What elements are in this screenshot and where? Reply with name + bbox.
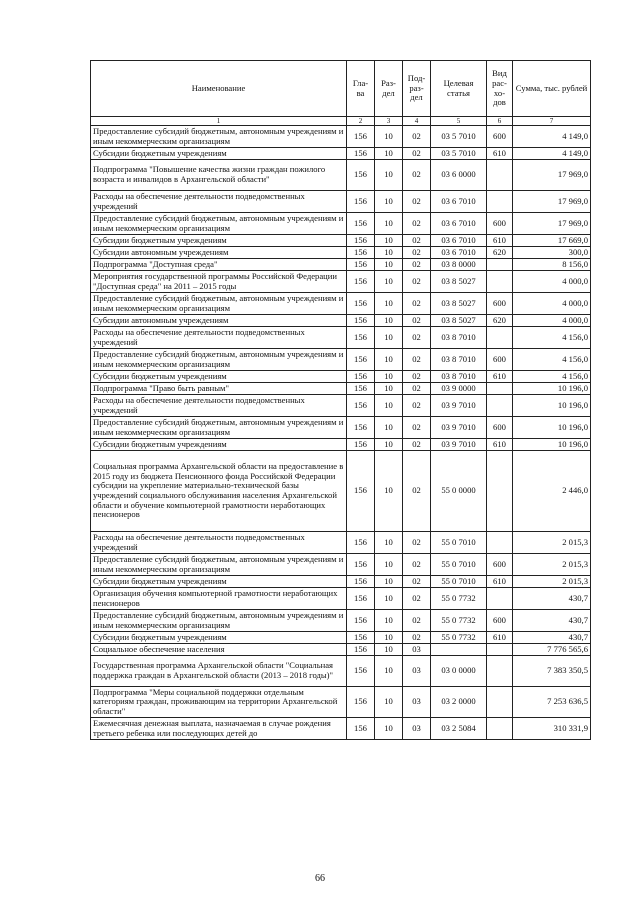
cell-name: Подпрограмма "Меры социальной поддержки отдельным категориям граждан, проживающим на территории Архангельской области" [91,687,347,718]
column-number: 3 [375,117,403,126]
cell-podrazdel: 02 [403,632,431,644]
cell-vid [487,588,513,610]
cell-name: Предоставление субсидий бюджетным, автономным учреждениям и иным некоммерческим организациям [91,293,347,315]
cell-celevaya: 03 8 0000 [431,259,487,271]
cell-podrazdel: 02 [403,235,431,247]
cell-summa: 10 196,0 [513,383,591,395]
cell-podrazdel: 02 [403,395,431,417]
header-celevaya: Целевая статья [431,61,487,117]
cell-celevaya: 03 8 5027 [431,315,487,327]
column-number: 1 [91,117,347,126]
cell-vid [487,271,513,293]
table-row [91,371,591,383]
cell-glava: 156 [347,259,375,271]
cell-summa: 2 015,3 [513,576,591,588]
cell-vid: 600 [487,554,513,576]
cell-celevaya: 55 0 7732 [431,588,487,610]
table-row [91,395,591,417]
cell-name: Предоставление субсидий бюджетным, автономным учреждениям и иным некоммерческим организациям [91,610,347,632]
table-row [91,315,591,327]
cell-podrazdel: 02 [403,349,431,371]
cell-podrazdel: 02 [403,126,431,148]
cell-name: Мероприятия государственной программы Российской Федерации "Доступная среда" на 2011 – 2015 годы [91,271,347,293]
cell-podrazdel: 02 [403,417,431,439]
cell-razdel: 10 [375,327,403,349]
cell-name: Социальное обеспечение населения [91,644,347,656]
cell-podrazdel: 02 [403,327,431,349]
cell-razdel: 10 [375,371,403,383]
cell-podrazdel: 03 [403,687,431,718]
cell-name: Субсидии автономным учреждениям [91,247,347,259]
table-row [91,687,591,718]
cell-summa: 7 383 350,5 [513,656,591,687]
cell-razdel: 10 [375,718,403,740]
cell-summa: 310 331,9 [513,718,591,740]
cell-name: Расходы на обеспечение деятельности подведомственных учреждений [91,191,347,213]
cell-summa: 2 446,0 [513,451,591,532]
cell-glava: 156 [347,532,375,554]
cell-summa: 17 969,0 [513,160,591,191]
cell-name: Организация обучения компьютерной грамотности неработающих пенсионеров [91,588,347,610]
cell-celevaya: 55 0 7732 [431,632,487,644]
cell-summa: 2 015,3 [513,554,591,576]
cell-celevaya: 03 2 5084 [431,718,487,740]
cell-glava: 156 [347,371,375,383]
cell-podrazdel: 02 [403,271,431,293]
cell-podrazdel: 02 [403,588,431,610]
cell-summa: 17 969,0 [513,213,591,235]
cell-glava: 156 [347,554,375,576]
cell-podrazdel: 03 [403,718,431,740]
cell-razdel: 10 [375,576,403,588]
cell-celevaya: 03 8 5027 [431,293,487,315]
header-name: Наименование [91,61,347,117]
cell-podrazdel: 02 [403,259,431,271]
cell-summa: 4 156,0 [513,327,591,349]
cell-glava: 156 [347,644,375,656]
table-row [91,259,591,271]
cell-name: Субсидии бюджетным учреждениям [91,576,347,588]
cell-celevaya: 03 6 7010 [431,247,487,259]
cell-celevaya: 55 0 7010 [431,576,487,588]
cell-vid [487,259,513,271]
table-row [91,293,591,315]
cell-glava: 156 [347,148,375,160]
cell-summa: 430,7 [513,610,591,632]
cell-podrazdel: 02 [403,191,431,213]
cell-podrazdel: 02 [403,383,431,395]
cell-summa: 4 000,0 [513,315,591,327]
cell-summa: 17 969,0 [513,191,591,213]
cell-vid [487,718,513,740]
cell-summa: 430,7 [513,588,591,610]
table-row [91,644,591,656]
cell-vid: 610 [487,148,513,160]
cell-razdel: 10 [375,451,403,532]
cell-podrazdel: 02 [403,293,431,315]
cell-podrazdel: 02 [403,554,431,576]
table-row [91,235,591,247]
cell-podrazdel: 02 [403,247,431,259]
cell-vid [487,451,513,532]
cell-celevaya: 03 0 0000 [431,656,487,687]
cell-glava: 156 [347,687,375,718]
cell-summa: 7 253 636,5 [513,687,591,718]
table-row [91,656,591,687]
cell-razdel: 10 [375,247,403,259]
cell-summa: 7 776 565,6 [513,644,591,656]
cell-podrazdel: 02 [403,532,431,554]
table-header-row [91,61,591,117]
header-vid: Вид рас-хо-дов [487,61,513,117]
cell-celevaya: 03 8 7010 [431,349,487,371]
cell-razdel: 10 [375,126,403,148]
cell-celevaya: 03 8 5027 [431,271,487,293]
column-number: 6 [487,117,513,126]
cell-vid [487,532,513,554]
cell-glava: 156 [347,191,375,213]
cell-vid: 600 [487,610,513,632]
cell-podrazdel: 02 [403,451,431,532]
cell-summa: 4 149,0 [513,148,591,160]
cell-name: Расходы на обеспечение деятельности подведомственных учреждений [91,395,347,417]
header-podrazdel: Под-раз-дел [403,61,431,117]
cell-razdel: 10 [375,191,403,213]
budget-table [90,60,591,740]
cell-summa: 10 196,0 [513,417,591,439]
cell-glava: 156 [347,395,375,417]
table-row [91,383,591,395]
cell-summa: 4 149,0 [513,126,591,148]
cell-glava: 156 [347,247,375,259]
cell-glava: 156 [347,235,375,247]
table-row [91,247,591,259]
cell-razdel: 10 [375,588,403,610]
cell-vid: 620 [487,315,513,327]
cell-summa: 8 156,0 [513,259,591,271]
cell-summa: 17 669,0 [513,235,591,247]
cell-name: Расходы на обеспечение деятельности подведомственных учреждений [91,532,347,554]
cell-name: Подпрограмма "Повышение качества жизни граждан пожилого возраста и инвалидов в Архангельской области" [91,160,347,191]
cell-celevaya: 55 0 7010 [431,554,487,576]
table-row [91,191,591,213]
cell-glava: 156 [347,417,375,439]
table-row [91,554,591,576]
cell-vid: 610 [487,576,513,588]
column-number: 5 [431,117,487,126]
cell-vid: 620 [487,247,513,259]
cell-glava: 156 [347,718,375,740]
cell-celevaya: 03 9 7010 [431,417,487,439]
cell-razdel: 10 [375,532,403,554]
cell-celevaya: 03 6 7010 [431,191,487,213]
cell-razdel: 10 [375,271,403,293]
cell-podrazdel: 03 [403,644,431,656]
cell-vid [487,644,513,656]
table-row [91,126,591,148]
cell-summa: 300,0 [513,247,591,259]
cell-name: Предоставление субсидий бюджетным, автономным учреждениям и иным некоммерческим организациям [91,554,347,576]
column-number-row [91,117,591,126]
cell-glava: 156 [347,576,375,588]
cell-razdel: 10 [375,235,403,247]
cell-glava: 156 [347,439,375,451]
cell-razdel: 10 [375,632,403,644]
table-row [91,610,591,632]
cell-razdel: 10 [375,349,403,371]
cell-vid: 600 [487,126,513,148]
table-row [91,439,591,451]
cell-podrazdel: 03 [403,656,431,687]
cell-razdel: 10 [375,687,403,718]
cell-glava: 156 [347,656,375,687]
cell-celevaya: 03 9 7010 [431,395,487,417]
cell-glava: 156 [347,588,375,610]
cell-name: Субсидии бюджетным учреждениям [91,371,347,383]
cell-vid [487,687,513,718]
table-row [91,451,591,532]
cell-celevaya: 55 0 0000 [431,451,487,532]
cell-podrazdel: 02 [403,213,431,235]
table-row [91,349,591,371]
cell-vid: 600 [487,213,513,235]
cell-vid: 610 [487,235,513,247]
table-row [91,213,591,235]
cell-razdel: 10 [375,160,403,191]
cell-celevaya: 03 6 7010 [431,213,487,235]
cell-vid [487,383,513,395]
cell-summa: 4 156,0 [513,349,591,371]
cell-razdel: 10 [375,439,403,451]
cell-glava: 156 [347,327,375,349]
cell-vid [487,656,513,687]
cell-celevaya: 55 0 7010 [431,532,487,554]
cell-glava: 156 [347,383,375,395]
cell-razdel: 10 [375,656,403,687]
cell-razdel: 10 [375,315,403,327]
cell-celevaya: 03 5 7010 [431,126,487,148]
column-number: 2 [347,117,375,126]
table-row [91,417,591,439]
cell-celevaya: 03 2 0000 [431,687,487,718]
cell-podrazdel: 02 [403,610,431,632]
cell-name: Предоставление субсидий бюджетным, автономным учреждениям и иным некоммерческим организациям [91,126,347,148]
cell-vid: 610 [487,632,513,644]
cell-name: Государственная программа Архангельской области "Социальная поддержка граждан в Архангельской области (2013 – 2018 годы)" [91,656,347,687]
table-row [91,588,591,610]
cell-name: Подпрограмма "Доступная среда" [91,259,347,271]
table-row [91,718,591,740]
cell-summa: 2 015,3 [513,532,591,554]
cell-celevaya: 03 9 7010 [431,439,487,451]
cell-podrazdel: 02 [403,371,431,383]
cell-celevaya: 55 0 7732 [431,610,487,632]
cell-razdel: 10 [375,148,403,160]
table-row [91,148,591,160]
table-row [91,160,591,191]
cell-summa: 4 000,0 [513,293,591,315]
column-number: 7 [513,117,591,126]
cell-razdel: 10 [375,554,403,576]
cell-vid: 610 [487,439,513,451]
cell-razdel: 10 [375,259,403,271]
cell-vid [487,160,513,191]
cell-vid [487,395,513,417]
cell-razdel: 10 [375,213,403,235]
table-row [91,271,591,293]
cell-razdel: 10 [375,383,403,395]
cell-glava: 156 [347,632,375,644]
cell-celevaya: 03 6 0000 [431,160,487,191]
cell-summa: 10 196,0 [513,395,591,417]
cell-name: Предоставление субсидий бюджетным, автономным учреждениям и иным некоммерческим организациям [91,213,347,235]
cell-name: Субсидии бюджетным учреждениям [91,632,347,644]
cell-celevaya: 03 8 7010 [431,327,487,349]
cell-summa: 10 196,0 [513,439,591,451]
cell-vid: 600 [487,293,513,315]
cell-razdel: 10 [375,293,403,315]
cell-razdel: 10 [375,395,403,417]
cell-summa: 4 000,0 [513,271,591,293]
cell-podrazdel: 02 [403,576,431,588]
cell-vid [487,327,513,349]
cell-glava: 156 [347,293,375,315]
cell-vid: 610 [487,371,513,383]
cell-name: Социальная программа Архангельской области на предоставление в 2015 году из бюджета Пенсионного фонда Российской Федерации субсидии на укрепление материально-технической базы учреждений социального обслуживания населения Архангельской области и обучение компьютерной грамотности неработающих пенсионеров [91,451,347,532]
cell-podrazdel: 02 [403,160,431,191]
cell-celevaya: 03 9 0000 [431,383,487,395]
cell-summa: 4 156,0 [513,371,591,383]
cell-glava: 156 [347,451,375,532]
cell-summa: 430,7 [513,632,591,644]
header-summa: Сумма, тыс. рублей [513,61,591,117]
cell-glava: 156 [347,126,375,148]
table-row [91,532,591,554]
cell-name: Субсидии бюджетным учреждениям [91,439,347,451]
table-row [91,576,591,588]
cell-glava: 156 [347,315,375,327]
cell-name: Субсидии бюджетным учреждениям [91,235,347,247]
column-number: 4 [403,117,431,126]
header-glava: Гла-ва [347,61,375,117]
page-number: 66 [315,873,325,884]
cell-celevaya: 03 8 7010 [431,371,487,383]
cell-name: Ежемесячная денежная выплата, назначаемая в случае рождения третьего ребенка или последующих детей до [91,718,347,740]
cell-vid: 600 [487,349,513,371]
cell-celevaya: 03 6 7010 [431,235,487,247]
cell-glava: 156 [347,610,375,632]
cell-name: Подпрограмма "Право быть равным" [91,383,347,395]
cell-razdel: 10 [375,417,403,439]
cell-glava: 156 [347,271,375,293]
cell-podrazdel: 02 [403,315,431,327]
cell-podrazdel: 02 [403,439,431,451]
cell-name: Расходы на обеспечение деятельности подведомственных учреждений [91,327,347,349]
cell-name: Предоставление субсидий бюджетным, автономным учреждениям и иным некоммерческим организациям [91,349,347,371]
cell-razdel: 10 [375,610,403,632]
cell-glava: 156 [347,213,375,235]
cell-vid [487,191,513,213]
cell-celevaya: 03 5 7010 [431,148,487,160]
header-razdel: Раз-дел [375,61,403,117]
cell-name: Субсидии автономным учреждениям [91,315,347,327]
cell-name: Субсидии бюджетным учреждениям [91,148,347,160]
table-row [91,327,591,349]
cell-glava: 156 [347,349,375,371]
cell-glava: 156 [347,160,375,191]
table-row [91,632,591,644]
cell-celevaya [431,644,487,656]
cell-razdel: 10 [375,644,403,656]
table-body [91,126,591,740]
cell-vid: 600 [487,417,513,439]
cell-name: Предоставление субсидий бюджетным, автономным учреждениям и иным некоммерческим организациям [91,417,347,439]
cell-podrazdel: 02 [403,148,431,160]
